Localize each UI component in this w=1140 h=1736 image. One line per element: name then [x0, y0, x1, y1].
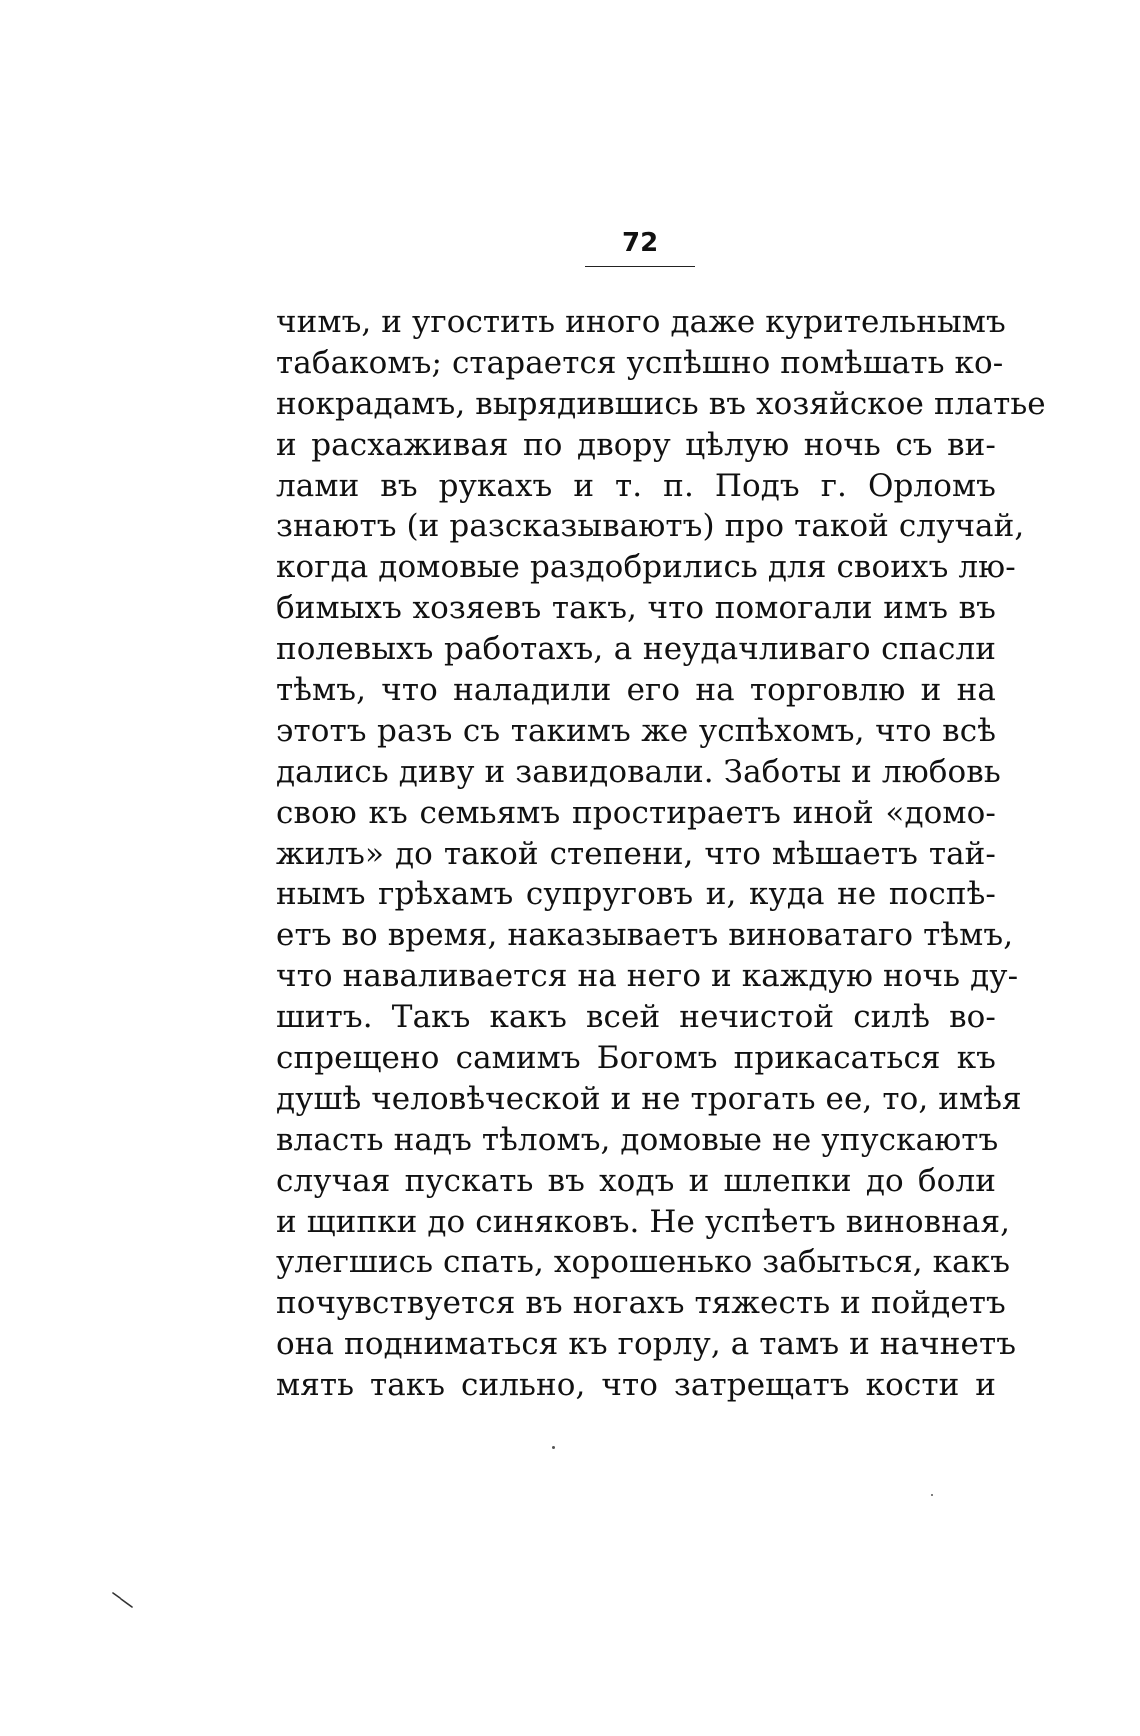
text-line: этотъ разъ съ такимъ же успѣхомъ, что всѣ	[276, 712, 996, 749]
text-line: когда домовые раздобрились для своихъ лю-	[276, 549, 1016, 586]
text-line: нокрадамъ, вырядившись въ хозяйское платье	[276, 385, 1046, 422]
text-line: жилъ» до такой степени, что мѣшаетъ тай-	[276, 835, 996, 872]
text-line: дались диву и завидовали. Заботы и любовь	[276, 753, 1001, 790]
page-number: 72	[622, 228, 659, 258]
text-line: етъ во время, наказываетъ виноватаго тѣмъ,	[276, 917, 1014, 954]
text-line: шитъ. Такъ какъ всей нечистой силѣ во-	[276, 999, 996, 1036]
paper-speck	[931, 1494, 933, 1496]
text-line: чимъ, и угостить иного даже курительнымъ	[276, 304, 1006, 340]
text-line: нымъ грѣхамъ супруговъ и, куда не поспѣ-	[276, 876, 996, 913]
text-line: свою къ семьямъ простираетъ иной «домо-	[276, 794, 996, 831]
text-line: и расхаживая по двору цѣлую ночь съ ви-	[276, 426, 996, 463]
text-line: лами въ рукахъ и т. п. Подъ г. Орломъ	[276, 467, 996, 504]
body-text	[276, 302, 1046, 1406]
text-line: она подниматься къ горлу, а тамъ и начнетъ	[276, 1326, 1017, 1363]
text-line: что наваливается на него и каждую ночь ду-	[276, 958, 1019, 995]
paper-speck	[552, 1446, 555, 1449]
text-line: случая пускать въ ходъ и шлепки до боли	[276, 1162, 996, 1199]
text-line: бимыхъ хозяевъ такъ, что помогали имъ въ	[276, 590, 996, 627]
text-line: почувствуется въ ногахъ тяжесть и пойдетъ	[276, 1285, 1006, 1322]
text-line: и щипки до синяковъ. Не успѣетъ виновная,	[276, 1203, 1011, 1240]
text-line: полевыхъ работахъ, а неудачливаго спасли	[276, 631, 996, 668]
text-line: душѣ человѣческой и не трогать ее, то, имѣя	[276, 1080, 1022, 1117]
text-line: табакомъ; старается успѣшно помѣшать ко-	[276, 344, 1004, 381]
text-line: улегшись спать, хорошенько забыться, какъ	[276, 1244, 1011, 1281]
text-line: знаютъ (и разсказываютъ) про такой случай,	[276, 508, 1025, 545]
header-rule	[585, 266, 695, 267]
text-line: тѣмъ, что наладили его на торговлю и на	[276, 672, 996, 709]
text-line: спрещено самимъ Богомъ прикасаться къ	[276, 1040, 996, 1077]
text-line: власть надъ тѣломъ, домовые не упускаютъ	[276, 1121, 999, 1158]
text-line: мять такъ сильно, что затрещатъ кости и	[276, 1367, 996, 1404]
scan-mark	[112, 1592, 134, 1608]
page-header	[585, 228, 695, 274]
